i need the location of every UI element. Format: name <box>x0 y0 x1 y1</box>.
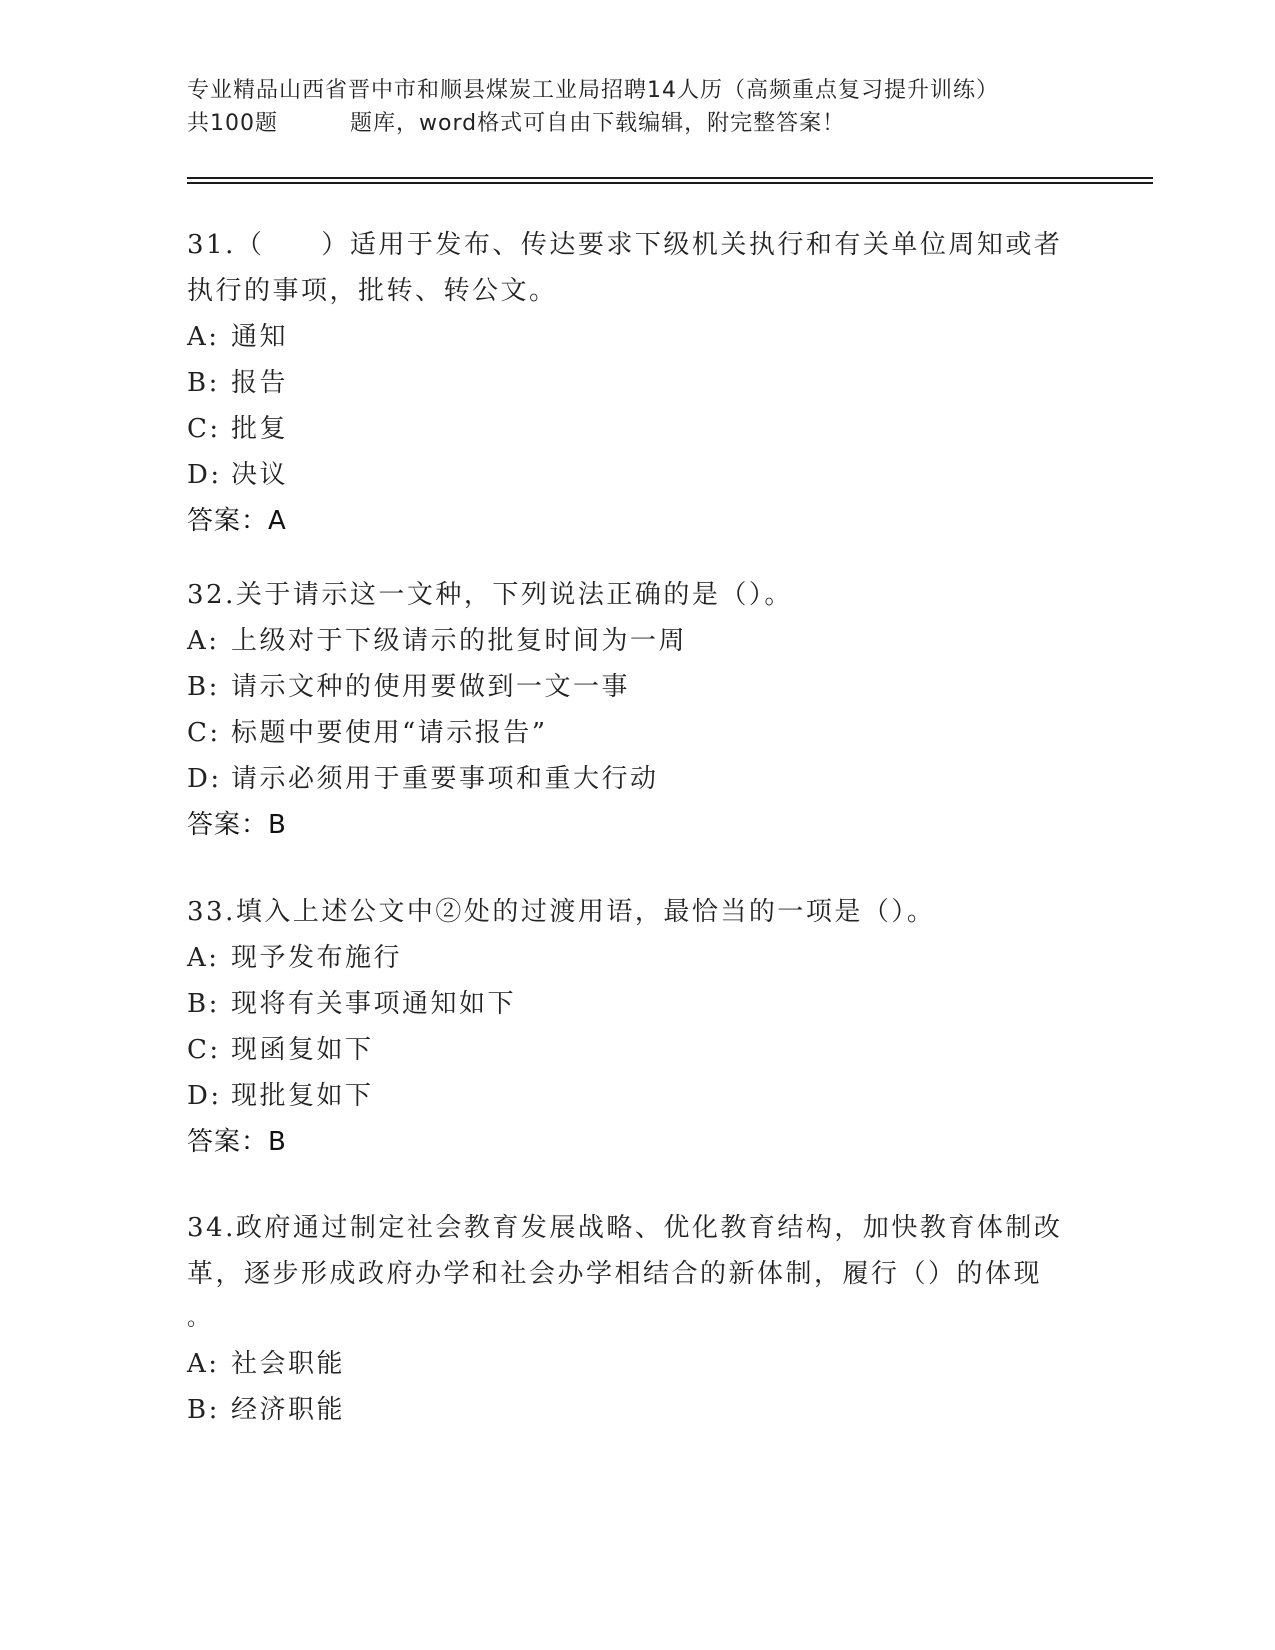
question-text: 31.（ ）适用于发布、传达要求下级机关执行和有关单位周知或者执行的事项，批转、转公文。 <box>187 230 1063 306</box>
header-divider-top <box>187 177 1153 179</box>
option-text: 社会职能 <box>231 1349 346 1379</box>
question-31 <box>187 222 1087 544</box>
option-label: B: <box>187 989 220 1019</box>
document-header <box>187 74 1087 140</box>
option-text: 请示文种的使用要做到一文一事 <box>231 672 631 702</box>
answer-line: 答案：B <box>187 1127 287 1157</box>
question-text-tail: 。 <box>187 1306 212 1331</box>
option-text: 现予发布施行 <box>231 943 403 973</box>
option-text: 上级对于下级请示的批复时间为一周 <box>231 626 688 656</box>
option-label: C: <box>187 414 221 444</box>
question-text: 32.关于请示这一文种，下列说法正确的是（）。 <box>187 580 793 610</box>
option-c <box>187 406 1087 452</box>
option-b <box>187 664 1087 710</box>
header-count: 共100题 <box>187 111 278 136</box>
option-label: B: <box>187 368 220 398</box>
option-d <box>187 1073 1087 1119</box>
option-a <box>187 935 1087 981</box>
option-text: 报告 <box>231 368 289 398</box>
option-label: B: <box>187 672 220 702</box>
option-text: 经济职能 <box>231 1395 346 1425</box>
option-a <box>187 314 1087 360</box>
option-a <box>187 1341 1087 1387</box>
option-text: 标题中要使用“请示报告” <box>231 718 548 748</box>
option-c <box>187 710 1087 756</box>
header-title: 专业精品山西省晋中市和顺县煤炭工业局招聘14人历（高频重点复习提升训练） <box>187 78 999 103</box>
option-text: 通知 <box>231 322 289 352</box>
question-text: 33.填入上述公文中②处的过渡用语，最恰当的一项是（）。 <box>187 897 936 927</box>
answer-line: 答案：A <box>187 506 287 536</box>
option-b <box>187 981 1087 1027</box>
option-text: 现批复如下 <box>231 1081 374 1111</box>
option-label: B: <box>187 1395 220 1425</box>
option-text: 现函复如下 <box>231 1035 374 1065</box>
option-d <box>187 452 1087 498</box>
header-divider-bottom <box>187 182 1153 184</box>
option-text: 请示必须用于重要事项和重大行动 <box>231 764 659 794</box>
header-subtitle <box>187 107 1087 140</box>
option-label: A: <box>187 1349 220 1379</box>
option-label: D: <box>187 764 222 794</box>
option-label: A: <box>187 943 220 973</box>
header-description: 题库，word格式可自由下载编辑，附完整答案！ <box>350 111 846 136</box>
option-text: 决议 <box>231 460 289 490</box>
option-label: D: <box>187 460 222 490</box>
option-label: A: <box>187 626 220 656</box>
question-text <box>187 1205 1087 1341</box>
option-a <box>187 618 1087 664</box>
option-b <box>187 360 1087 406</box>
option-label: C: <box>187 718 221 748</box>
question-33 <box>187 889 1087 1165</box>
option-text: 现将有关事项通知如下 <box>231 989 517 1019</box>
option-c <box>187 1027 1087 1073</box>
option-label: D: <box>187 1081 222 1111</box>
option-label: C: <box>187 1035 221 1065</box>
option-text: 批复 <box>231 414 289 444</box>
question-32 <box>187 572 1087 848</box>
option-b <box>187 1387 1087 1433</box>
question-text-body: 34.政府通过制定社会教育发展战略、优化教育结构，加快教育体制改革，逐步形成政府办学和社会办学相结合的新体制，履行（）的体现 <box>187 1213 1063 1289</box>
option-d <box>187 756 1087 802</box>
option-label: A: <box>187 322 220 352</box>
answer-line: 答案：B <box>187 810 287 840</box>
question-34 <box>187 1205 1087 1433</box>
